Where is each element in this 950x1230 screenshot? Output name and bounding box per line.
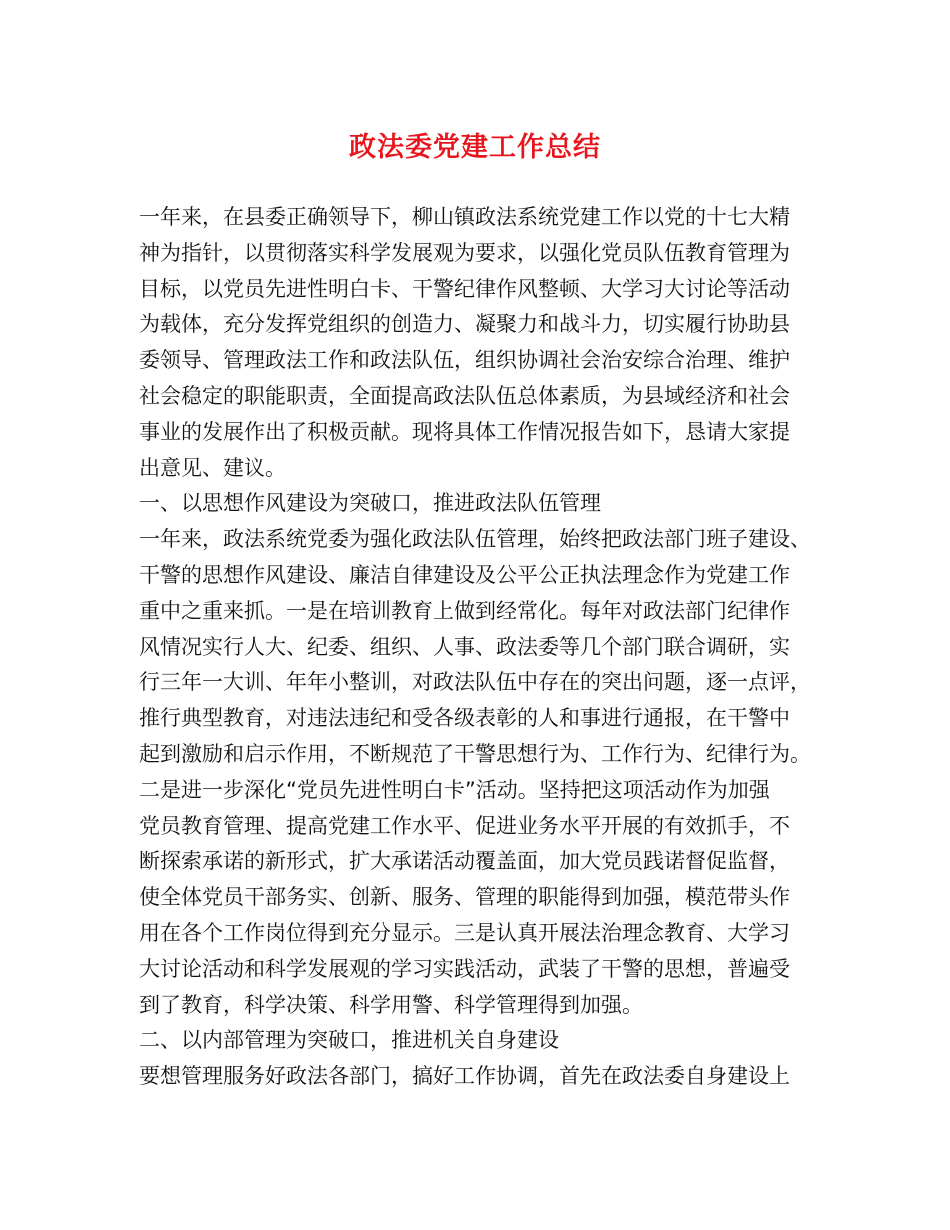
body-line: 社会稳定的职能职责，全面提高政法队伍总体素质，为县域经济和社会 [139, 383, 790, 408]
body-line: 行三年一大训、年年小整训，对政法队伍中存在的突出问题，逐一点评， [139, 670, 811, 695]
body-line: 神为指针，以贯彻落实科学发展观为要求，以强化党员队伍教育管理为 [139, 240, 790, 265]
body-line: 委领导、管理政法工作和政法队伍，组织协调社会治安综合治理、维护 [139, 348, 790, 373]
body-line: 重中之重来抓。一是在培训教育上做到经常化。每年对政法部门纪律作 [139, 598, 790, 623]
body-line: 断探索承诺的新形式，扩大承诺活动覆盖面，加大党员践诺督促监督， [139, 849, 790, 874]
body-line: 出意见、建议。 [139, 455, 286, 480]
body-line: 党员教育管理、提高党建工作水平、促进业务水平开展的有效抓手，不 [139, 813, 790, 838]
body-line: 二、以内部管理为突破口，推进机关自身建设 [139, 1028, 559, 1053]
body-line: 一、以思想作风建设为突破口，推进政法队伍管理 [139, 491, 601, 516]
body-line: 为载体，充分发挥党组织的创造力、凝聚力和战斗力，切实履行协助县 [139, 312, 790, 337]
body-line: 使全体党员干部务实、创新、服务、管理的职能得到加强，模范带头作 [139, 885, 790, 910]
body-line: 要想管理服务好政法各部门，搞好工作协调，首先在政法委自身建设上 [139, 1064, 790, 1089]
body-line: 目标，以党员先进性明白卡、干警纪律作风整顿、大学习大讨论等活动 [139, 276, 790, 301]
body-line: 推行典型教育，对违法违纪和受各级表彰的人和事进行通报，在干警中 [139, 706, 790, 731]
body-line: 风情况实行人大、纪委、组织、人事、政法委等几个部门联合调研，实 [139, 634, 790, 659]
body-line: 大讨论活动和科学发展观的学习实践活动，武装了干警的思想，普遍受 [139, 956, 790, 981]
body-line: 起到激励和启示作用，不断规范了干警思想行为、工作行为、纪律行为。 [139, 741, 811, 766]
body-line: 二是进一步深化“党员先进性明白卡”活动。坚持把这项活动作为加强 [139, 777, 770, 802]
body-line: 一年来，政法系统党委为强化政法队伍管理，始终把政法部门班子建设、 [139, 527, 811, 552]
body-line: 干警的思想作风建设、廉洁自律建设及公平公正执法理念作为党建工作 [139, 562, 790, 587]
document-body [139, 200, 829, 1095]
body-line: 事业的发展作出了积极贡献。现将具体工作情况报告如下，恳请大家提 [139, 419, 790, 444]
body-line: 一年来，在县委正确领导下，柳山镇政法系统党建工作以党的十七大精 [139, 205, 790, 229]
body-line: 用在各个工作岗位得到充分显示。三是认真开展法治理念教育、大学习 [139, 920, 790, 945]
body-line: 到了教育，科学决策、科学用警、科学管理得到加强。 [139, 992, 643, 1017]
document-title: 政法委党建工作总结 [349, 132, 601, 163]
